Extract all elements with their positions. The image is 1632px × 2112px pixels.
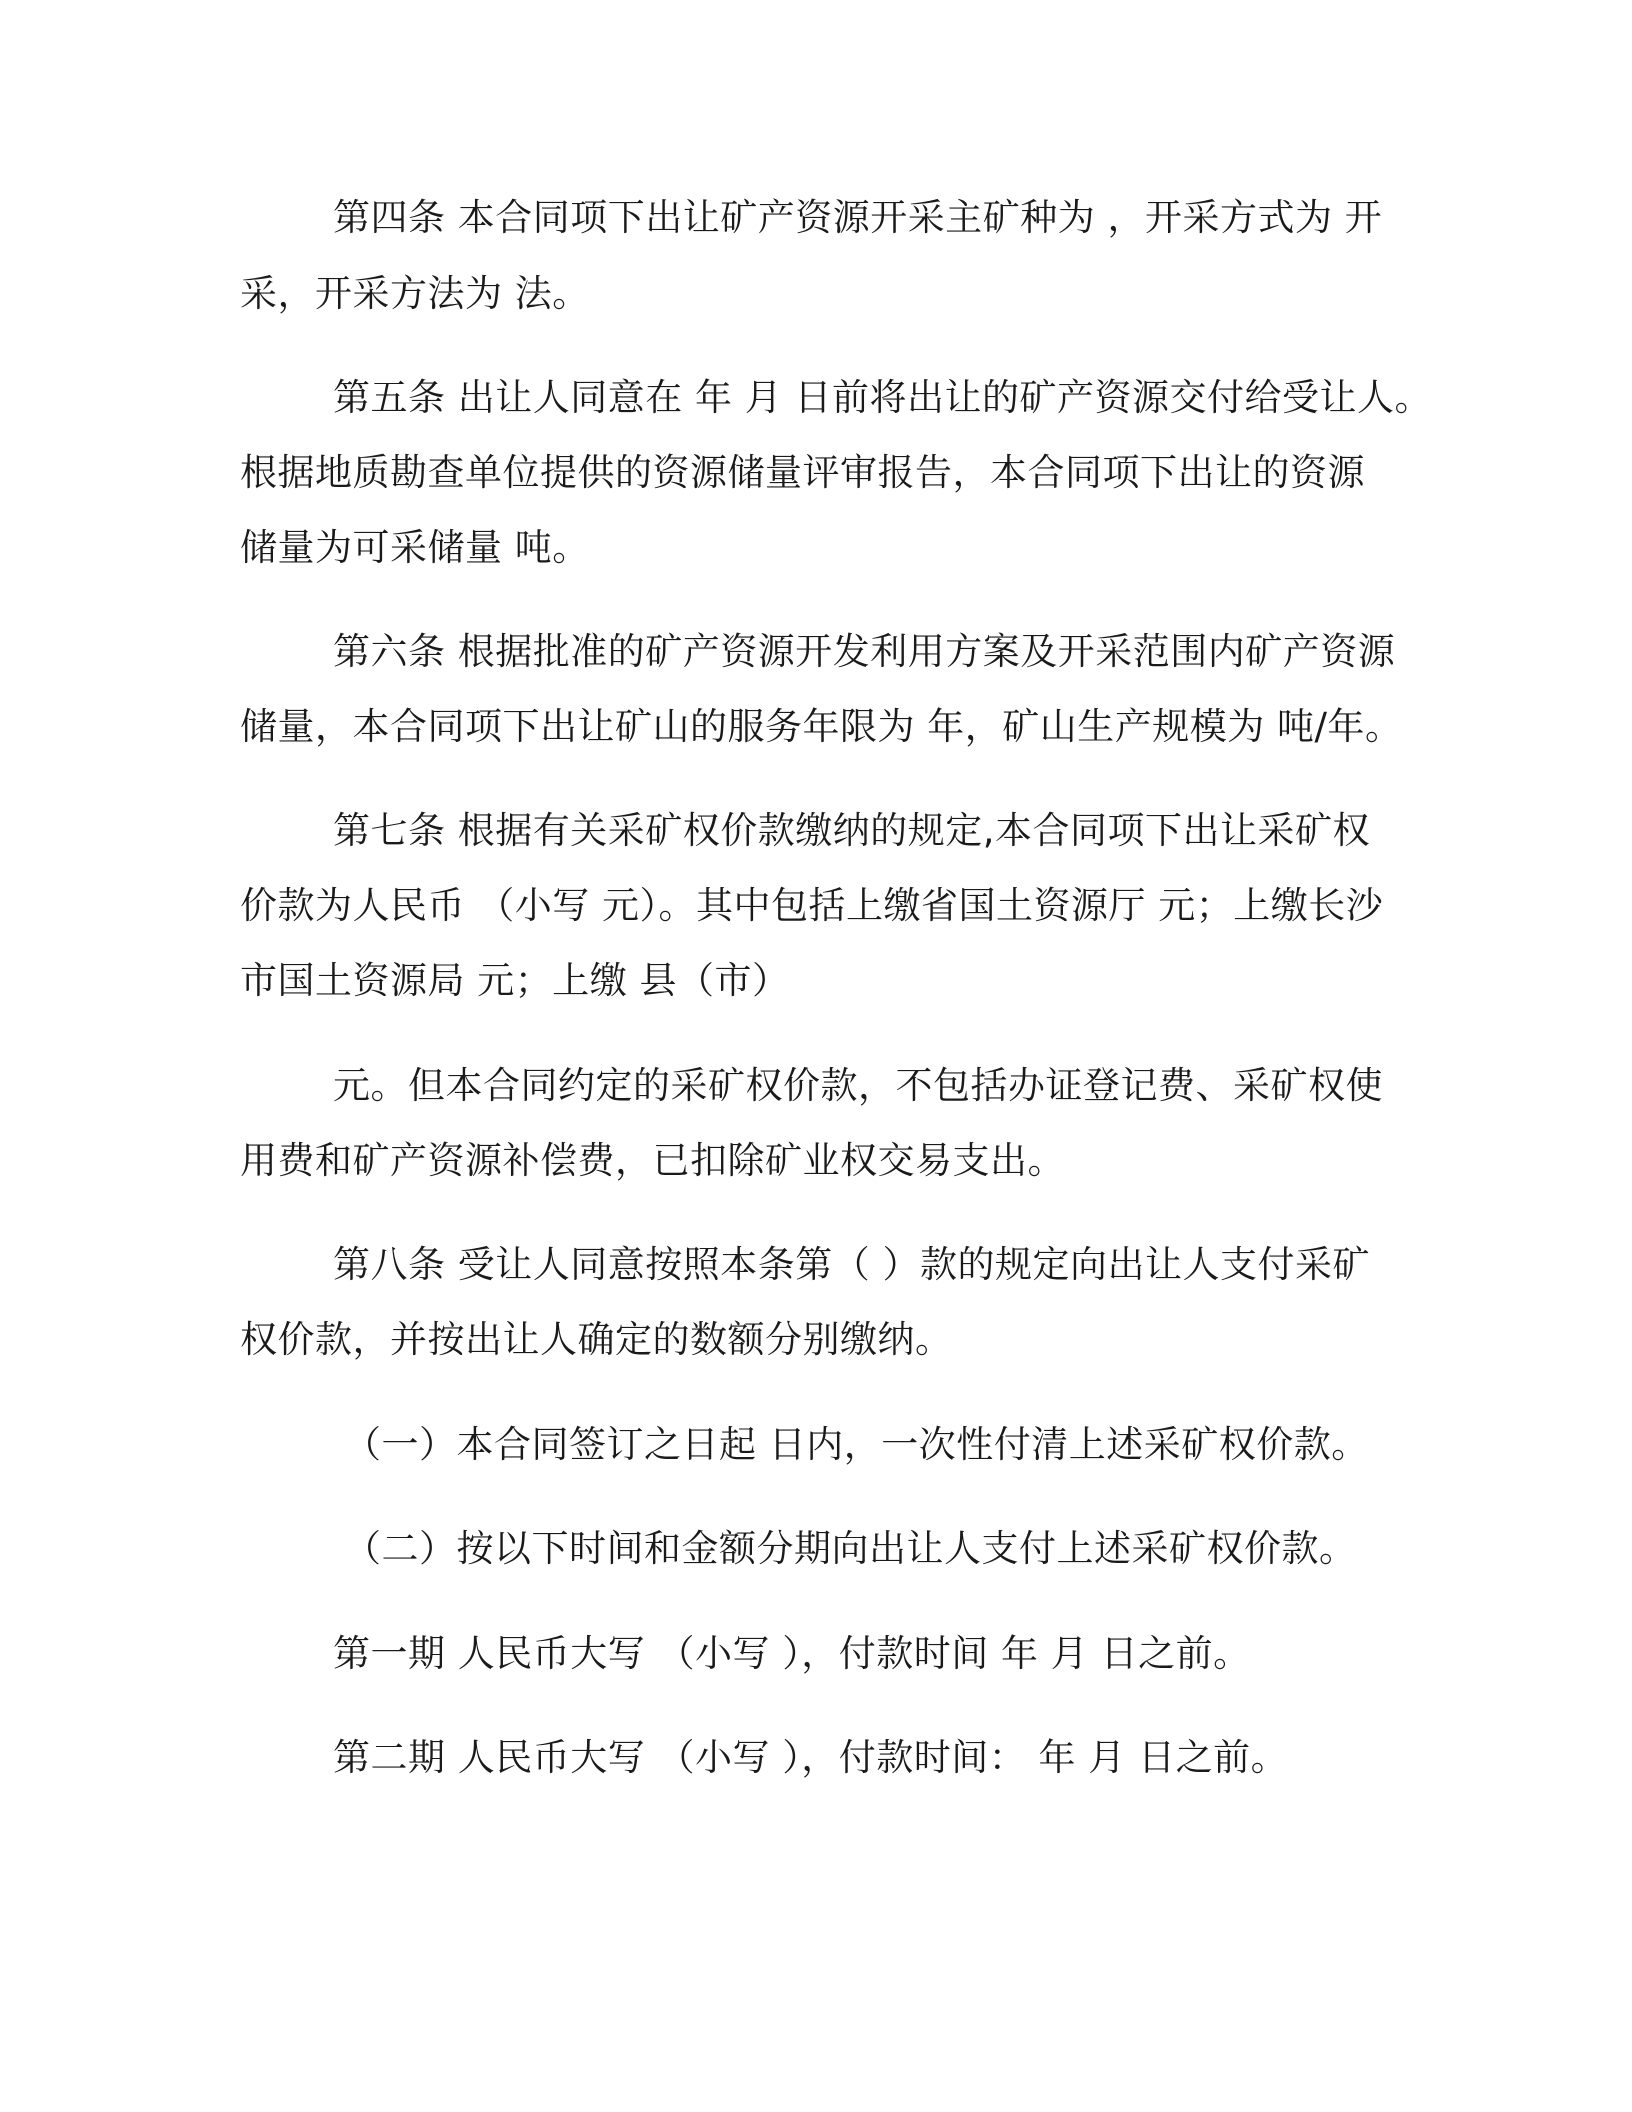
- article-4-line-2: 采，开采方法为 法。: [240, 272, 590, 315]
- article-5-line-2: 根据地质勘查单位提供的资源储量评审报告，本合同项下出让的资源: [240, 451, 1365, 494]
- installment-2: 第二期 人民币大写 （小写 ），付款时间： 年 月 日之前。: [333, 1736, 1289, 1779]
- article-6-line-2: 储量，本合同项下出让矿山的服务年限为 年，矿山生产规模为 吨/年。: [240, 705, 1403, 748]
- article-7-line-1: 第七条 根据有关采矿权价款缴纳的规定,本合同项下出让采矿权: [333, 809, 1371, 852]
- article-5-line-1: 第五条 出让人同意在 年 月 日前将出让的矿产资源交付给受让人。: [333, 376, 1433, 419]
- article-7-continued-line-1: 元。但本合同约定的采矿权价款，不包括办证登记费、采矿权使: [333, 1064, 1383, 1107]
- article-4-line-1: 第四条 本合同项下出让矿产资源开采主矿种为 ，开采方式为 开: [333, 196, 1383, 239]
- article-7-continued-line-2: 用费和矿产资源补偿费，已扣除矿业权交易支出。: [240, 1139, 1065, 1182]
- installment-1: 第一期 人民币大写 （小写 ），付款时间 年 月 日之前。: [333, 1632, 1251, 1675]
- article-8-line-1: 第八条 受让人同意按照本条第（ ）款的规定向出让人支付采矿: [333, 1243, 1371, 1286]
- article-5-line-3: 储量为可采储量 吨。: [240, 526, 590, 569]
- article-8-option-1: （一）本合同签订之日起 日内，一次性付清上述采矿权价款。: [344, 1423, 1369, 1466]
- article-6-line-1: 第六条 根据批准的矿产资源开发利用方案及开采范围内矿产资源: [333, 630, 1396, 673]
- article-7-line-2: 价款为人民币 （小写 元）。其中包括上缴省国土资源厅 元；上缴长沙: [240, 884, 1384, 927]
- article-7-line-3: 市国土资源局 元；上缴 县（市）: [240, 959, 790, 1002]
- article-8-line-2: 权价款，并按出让人确定的数额分别缴纳。: [240, 1318, 953, 1361]
- article-8-option-2: （二）按以下时间和金额分期向出让人支付上述采矿权价款。: [344, 1527, 1357, 1570]
